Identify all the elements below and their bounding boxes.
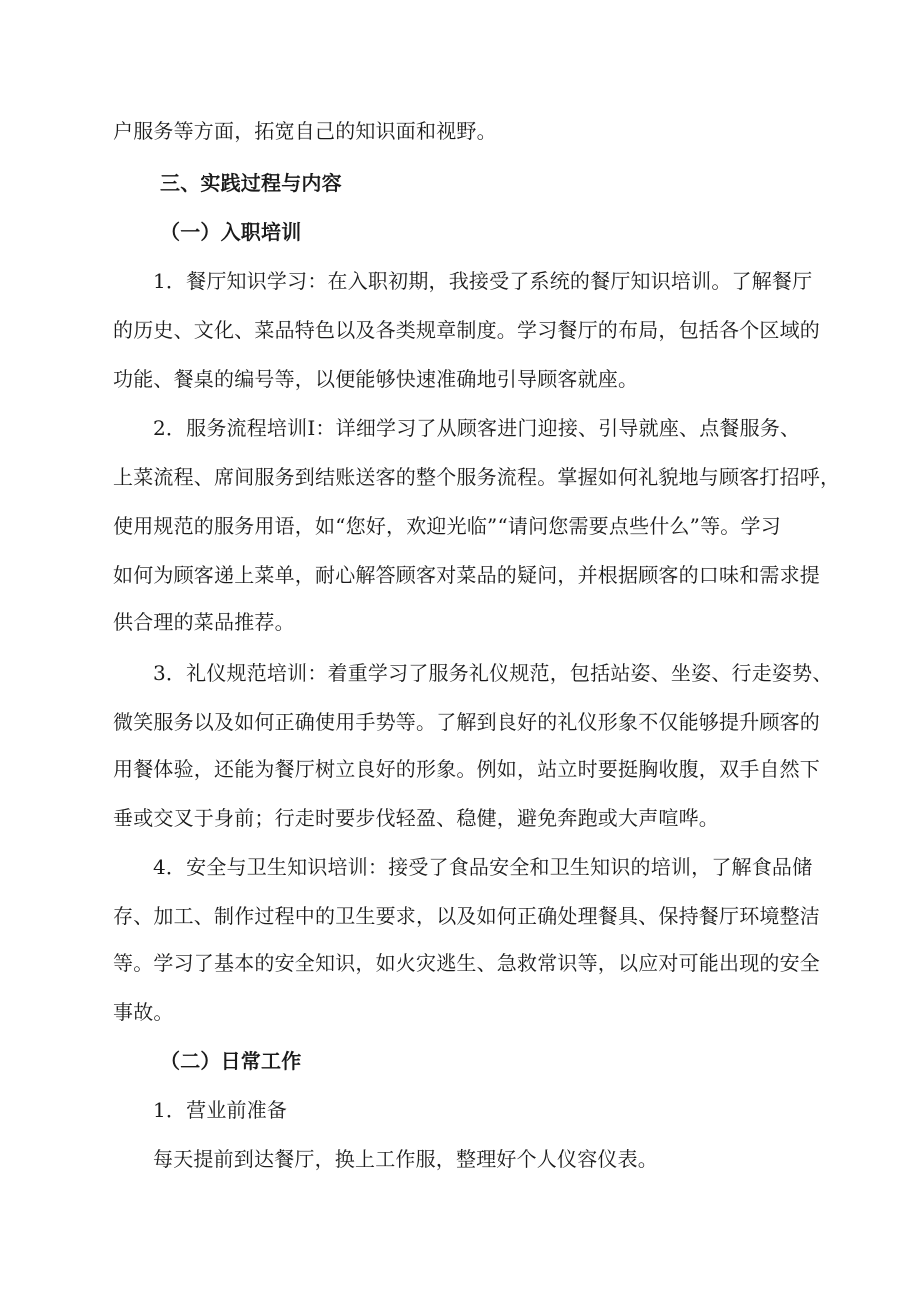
paragraph-line: 的历史、文化、菜品特色以及各类规章制度。学习餐厅的布局，包括各个区域的 [113,318,820,342]
paragraph-line: 1．餐厅知识学习：在入职初期，我接受了系统的餐厅知识培训。了解餐厅 [153,269,813,293]
paragraph-line: 1．营业前准备 [153,1098,288,1122]
paragraph-line: 微笑服务以及如何正确使用手势等。了解到良好的礼仪形象不仅能够提升顾客的 [113,710,820,734]
paragraph-line: 功能、餐桌的编号等，以便能够快速准确地引导顾客就座。 [113,367,639,391]
subsection-heading: （二）日常工作 [160,1049,302,1073]
paragraph-line: 3．礼仪规范培训：着重学习了服务礼仪规范，包括站姿、坐姿、行走姿势、 [153,661,833,685]
paragraph-line: 使用规范的服务用语，如“您好，欢迎光临”“请问您需要点些什么”等。学习 [113,514,781,538]
paragraph-line: 4．安全与卫生知识培训：接受了食品安全和卫生知识的培训，了解食品储 [153,855,813,879]
paragraph-line: 户服务等方面，拓宽自己的知识面和视野。 [113,119,497,143]
paragraph-line: 上菜流程、席间服务到结账送客的整个服务流程。掌握如何礼貌地与顾客打招呼， [113,465,841,489]
paragraph-line: 存、加工、制作过程中的卫生要求，以及如何正确处理餐具、保持餐厅环境整洁 [113,904,820,928]
paragraph-line: 如何为顾客递上菜单，耐心解答顾客对菜品的疑问，并根据顾客的口味和需求提 [113,563,820,587]
paragraph-line: 供合理的菜品推荐。 [113,610,295,634]
paragraph-line: 用餐体验，还能为餐厅树立良好的形象。例如，站立时要挺胸收腹，双手自然下 [113,757,820,781]
paragraph-line: 每天提前到达餐厅，换上工作服，整理好个人仪容仪表。 [153,1147,658,1171]
section-heading: 三、实践过程与内容 [160,171,342,195]
subsection-heading: （一）入职培训 [160,220,302,244]
paragraph-line: 垂或交叉于身前；行走时要步伐轻盈、稳健，避免奔跑或大声喧哗。 [113,806,719,830]
paragraph-line: 等。学习了基本的安全知识，如火灾逃生、急救常识等，以应对可能出现的安全 [113,951,820,975]
paragraph-line: 2．服务流程培训I：详细学习了从顾客进门迎接、引导就座、点餐服务、 [153,416,801,440]
paragraph-line: 事故。 [113,1000,174,1024]
